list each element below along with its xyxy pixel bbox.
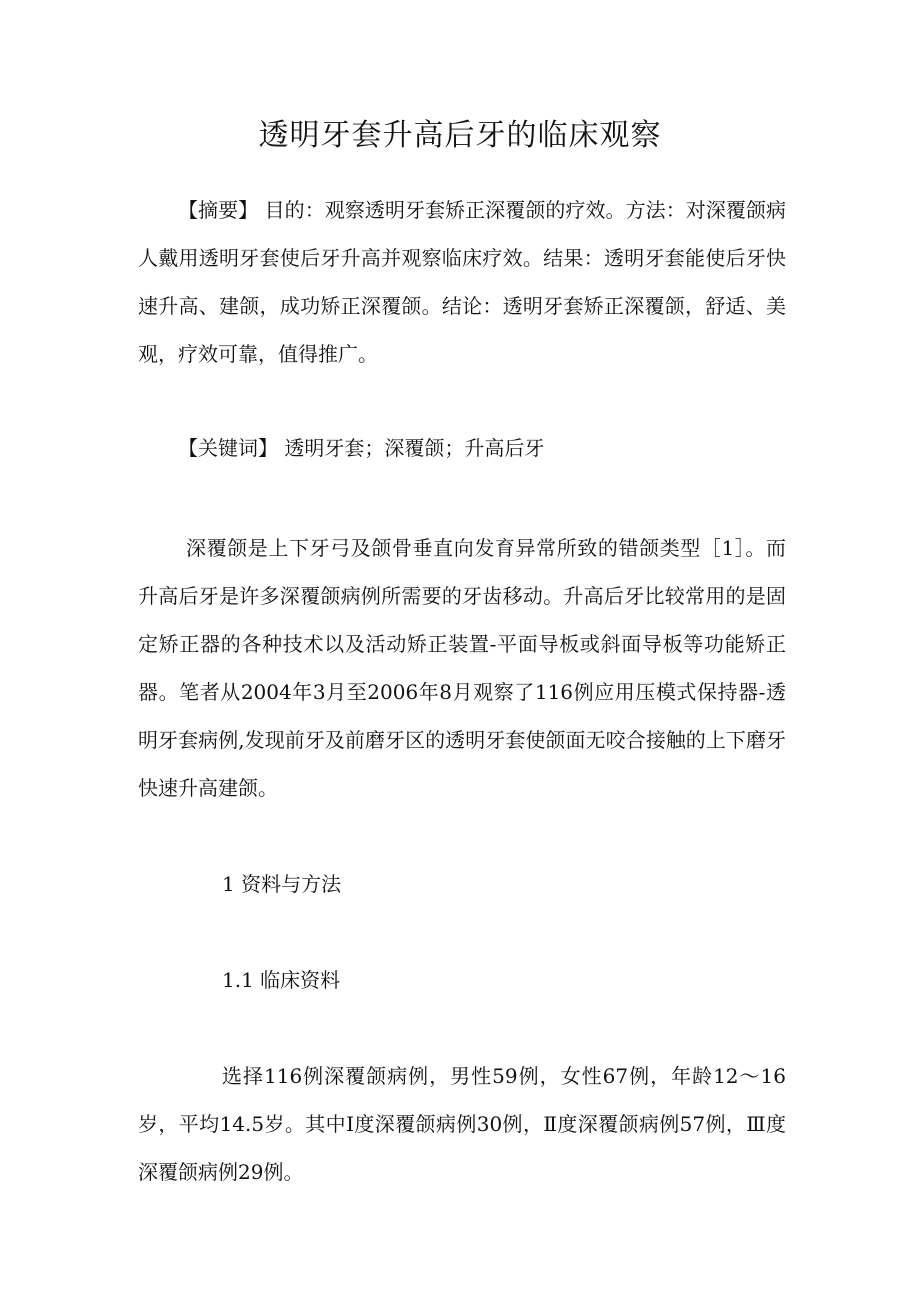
intro-paragraph: 深覆颌是上下牙弓及颌骨垂直向发育异常所致的错颌类型［1］。而升高后牙是许多深覆颌病例所需要的牙齿移动。升高后牙比较常用的是固定矫正器的各种技术以及活动矫正装置-平面导板或斜面导板等功能矫正器。笔者从2004年3月至2006年8月观察了116例应用压模式保持器-透明牙套病例,发现前牙及前磨牙区的透明牙套使颌面无咬合接触的上下磨牙快速升高建颌。 <box>138 536 786 800</box>
abstract-paragraph <box>138 186 786 378</box>
keywords-paragraph <box>138 424 786 472</box>
abstract-label: 【摘要】 <box>178 198 259 222</box>
keywords-label: 【关键词】 <box>178 436 278 460</box>
abstract-text: 目的：观察透明牙套矫正深覆颌的疗效。方法：对深覆颌病人戴用透明牙套使后牙升高并观察临床疗效。结果：透明牙套能使后牙快速升高、建颌，成功矫正深覆颌。结论：透明牙套矫正深覆颌，舒适、美观，疗效可靠，值得推广。 <box>138 198 786 366</box>
keywords-text: 透明牙套；深覆颌；升高后牙 <box>278 436 545 460</box>
article-title: 透明牙套升高后牙的临床观察 <box>258 118 662 153</box>
section-heading-1: 1 资料与方法 <box>222 872 342 896</box>
clinical-data-paragraph: 选择116例深覆颌病例，男性59例，女性67例，年龄12～16岁，平均14.5岁。其中Ⅰ度深覆颌病例30例，Ⅱ度深覆颌病例57例，Ⅲ度深覆颌病例29例。 <box>138 1064 786 1184</box>
section-heading-1-1: 1.1 临床资料 <box>222 968 341 992</box>
